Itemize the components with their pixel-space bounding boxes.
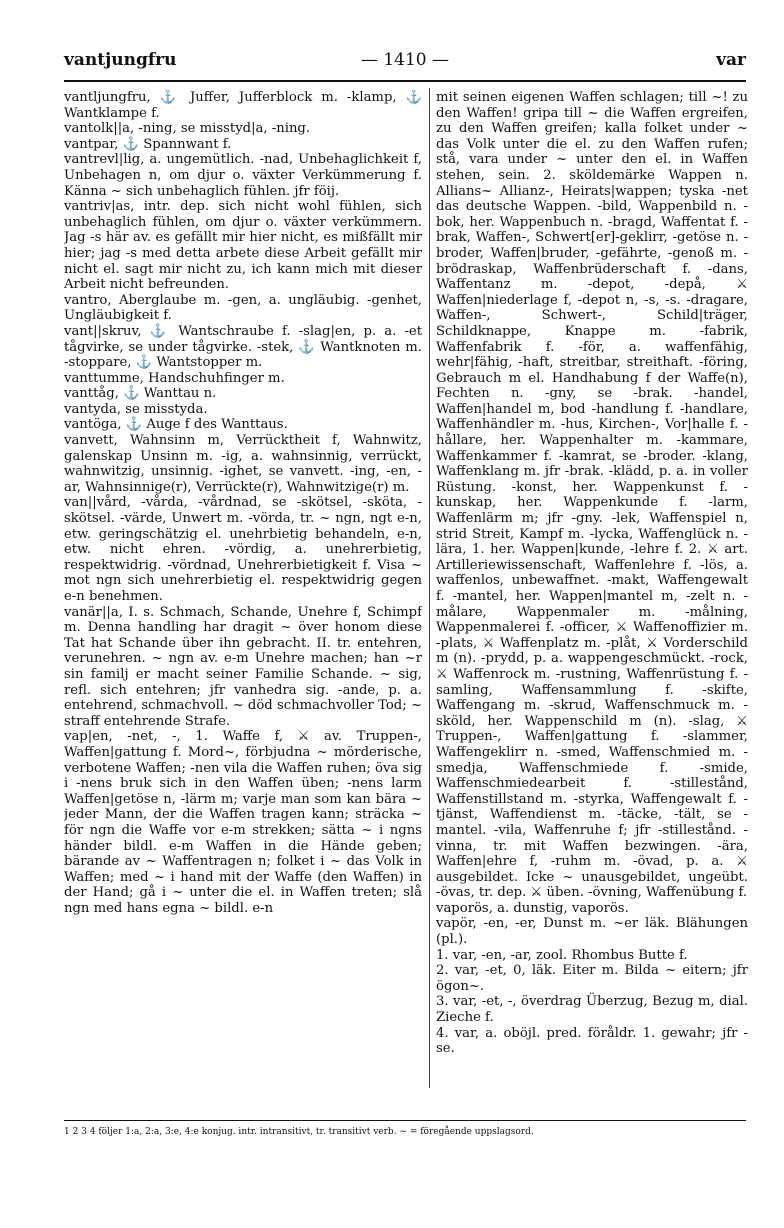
- footnote: 1 2 3 4 följer 1:a, 2:a, 3:e, 4:e konjug. intr. intransitivt, tr. transitivt verb. ~ = föregående uppslagsord.: [64, 1120, 746, 1137]
- entry: mit seinen eigenen Waffen schlagen; till ~! zu den Waffen! gripa till ~ die Waffen ergreifen, zu den Waffen greifen; kalla folket under ~ das Volk unter die el. zu den Waffen rufen; stå, vara under ~ unter den el. in Waffen stehen, sein. 2. sköldemärke Wappen n. Allians~ Allianz-, Heirats|wappen; tyska -net das deutsche Wappen. -bild, Wappenbild n. -bok, her. Wappenbuch n. -bragd, Waffentat f. -brak, Waffen-, Schwert[er]-geklirr, -getöse n. -broder, Waffen|bruder, -gefährte, -genoß m. -brödraskap, Waffenbrüderschaft f. -dans, Waffentanz m. -depot, -depå, ⚔ Waffen|niederlage f, -depot n, -s, -s. -dragare, Waffen-, Schwert-, Schild|träger, Schildknappe, Knappe m. -fabrik, Waffenfabrik f. -för, a. waffenfähig, wehr|fähig, -haft, streitbar, streithaft. -föring, Gebrauch m el. Handhabung f der Waffe(n), Fechten n. -gny, se -brak. -handel, Waffen|handel m, bod -handlung f. -handlare, Waffenhändler m. -hus, Kirchen-, Vor|halle f. -hållare, her. Wappenhalter m. -kammare, Waffenkammer f. -kamrat, se -broder. -klang, Waffenklang m. jfr -brak. -klädd, p. a. in voller Rüstung. -konst, her. Wappenkunst f. -kunskap, her. Wappenkunde f. -larm, Waffenlärm m; jfr -gny. -lek, Waffenspiel n, strid Streit, Kampf m. -lycka, Waffenglück n. -lära, 1. her. Wappen|kunde, -lehre f. 2. ⚔ art. Artilleriewissenschaft, Waffenlehre f. -lös, a. waffenlos, unbewaffnet. -makt, Waffengewalt f. -mantel, her. Wappen|mantel m, -zelt n. -målare, Wappenmaler m. -målning, Wappenmalerei f. -officer, ⚔ Waffenoffizier m. -plats, ⚔ Waffenplatz m. -plåt, ⚔ Vorderschild m (n). -prydd, p. a. wappengeschmückt. -rock, ⚔ Waffenrock m. -rustning, Waffenrüstung f. -samling, Waffensammlung f. -skifte, Waffengang m. -skrud, Waffenschmuck m. -sköld, her. Wappenschild m (n). -slag, ⚔ Truppen-, Waffen|gattung f. -slammer, Waffengeklirr n. -smed, Waffenschmied m. -smedja, Waffenschmiede f. -smide, Waffenschmiedearbeit f. -stillestånd, Waffenstillstand m. -styrka, Waffengewalt f. -tjänst, Waffendienst m. -täcke, -tält, se -mantel. -vila, Waffenruhe f; jfr -stillestånd. -vinna, tr. mit Waffen bezwingen. -ära, Waffen|ehre f, -ruhm m. -övad, p. a. ⚔ ausgebildet. Icke ~ unausgebildet, ungeübt. -övas, tr. dep. ⚔ üben. -övning, Waffenübung f.: [436, 90, 748, 901]
- right-column: [436, 90, 748, 1090]
- left-column: [64, 90, 422, 1090]
- entry: 3. var, -et, -, överdrag Überzug, Bezug m, dial. Zieche f.: [436, 994, 748, 1026]
- entry: vantöga, ⚓ Auge f des Wanttaus.: [64, 417, 288, 433]
- header-rule: [64, 80, 746, 82]
- entry: vantriv|as, intr. dep. sich nicht wohl fühlen, sich unbehaglich fühlen, om djur o. växter verkümmern. Jag -s här av. es gefällt mir hier nicht, es mißfällt mir hier; jag -s med detta arbete diese Arbeit gefällt mir nicht el. sagt mir nicht zu, ich kann mich mit dieser Arbeit nicht befreunden.: [64, 199, 422, 293]
- page-header: [64, 50, 746, 76]
- entry: vap|en, -net, -, 1. Waffe f, ⚔ av. Truppen-, Waffen|gattung f. Mord~, förbjudna ~ mörderische, verbotene Waffen; -nen vila die Waffen ruhen; öva sig i -nens bruk sich in den Waffen üben; -nens larm Waffen|getöse n, -lärm m; varje man som kan bära ~ jeder Mann, der die Waffen tragen kann; sträcka ~ för ngn die Waffe vor e-m strekken; sätta ~ i ngns händer bildl. e-m Waffen in die Hände geben; bärande av ~ Waffentragen n; folket i ~ das Volk in Waffen; med ~ i hand mit der Waffe (den Waffen) in der Hand; gå i ~ unter die el. in Waffen treten; slå ngn med hans egna ~ bildl. e-n: [64, 729, 422, 916]
- entry: vanär||a, I. s. Schmach, Schande, Unehre f, Schimpf m. Denna handling har dragit ~ över honom diese Tat hat Schande über ihn gebracht. II. tr. entehren, verunehren. ~ ngn av. e-m Unehre machen; han ~r sin familj er macht seiner Familie Schande. ~ sig, refl. sich entehren; jfr vanhedra sig. -ande, p. a. entehrend, schmachvoll. ~ död schmachvoller Tod; ~ straff entehrende Strafe.: [64, 604, 422, 729]
- entry: vanttumme, Handschuhfinger m.: [64, 370, 285, 386]
- entry: 4. var, a. oböjl. pred. föråldr. 1. gewahr; jfr -se.: [436, 1025, 748, 1057]
- entry: 1. var, -en, -ar, zool. Rhombus Butte f.: [436, 947, 688, 963]
- entry: vanvett, Wahnsinn m, Verrücktheit f, Wahnwitz, galenskap Unsinn m. -ig, a. wahnsinnig, verrückt, wahnwitzig, unsinnig. -ighet, se vanvett. -ing, -en, -ar, Wahnsinnige(r), Verrückte(r), Wahnwitzige(r) m.: [64, 433, 422, 495]
- entry: vantpar, ⚓ Spannwant f.: [64, 136, 232, 152]
- entry: vapör, -en, -er, Dunst m. ~er läk. Blähungen (pl.).: [436, 916, 748, 948]
- column-divider: [429, 88, 430, 1088]
- entry: vaporös, a. dunstig, vaporös.: [436, 900, 629, 916]
- entry: vantrevl|lig, a. ungemütlich. -nad, Unbehaglichkeit f, Unbehagen n, om djur o. växter Verkümmerung f. Känna ~ sich unbehaglich fühlen. jfr föij.: [64, 152, 422, 199]
- entry: 2. var, -et, 0, läk. Eiter m. Bilda ~ eitern; jfr ögon~.: [436, 963, 748, 994]
- header-right-word: var: [716, 50, 746, 70]
- page-number: — 1410 —: [360, 50, 450, 70]
- entry: vantolk||a, -ning, se misstyd|a, -ning.: [64, 121, 311, 137]
- entry: vantljungfru, ⚓ Juffer, Jufferblock m. -klamp, ⚓ Wantklampe f.: [64, 90, 422, 121]
- entry: vantyda, se misstyda.: [64, 401, 208, 417]
- entry: vant||skruv, ⚓ Wantschraube f. -slag|en, p. a. -et tågvirke, se under tågvirke. -stek, ⚓ Wantknoten m. -stoppare, ⚓ Wantstopper m.: [64, 323, 422, 371]
- entry: van||vård, -vårda, -vårdnad, se -skötsel, -sköta, -skötsel. -värde, Unwert m. -vörda, tr. ~ ngn, ngt e-n, etw. geringschätzig el. unehrbietig behandeln, e-n, etw. nicht ehren. -vördig, a. unehrerbietig, respektwidrig. -vördnad, Unehrerbietigkeit f. Visa ~ mot ngn sich unehrerbietig el. respektwidrig gegen e-n benehmen.: [64, 495, 422, 604]
- header-left-word: vantjungfru: [64, 50, 177, 70]
- entry: vanttåg, ⚓ Wanttau n.: [64, 386, 217, 402]
- entry: vantro, Aberglaube m. -gen, a. ungläubig. -genhet, Ungläubigkeit f.: [64, 292, 422, 324]
